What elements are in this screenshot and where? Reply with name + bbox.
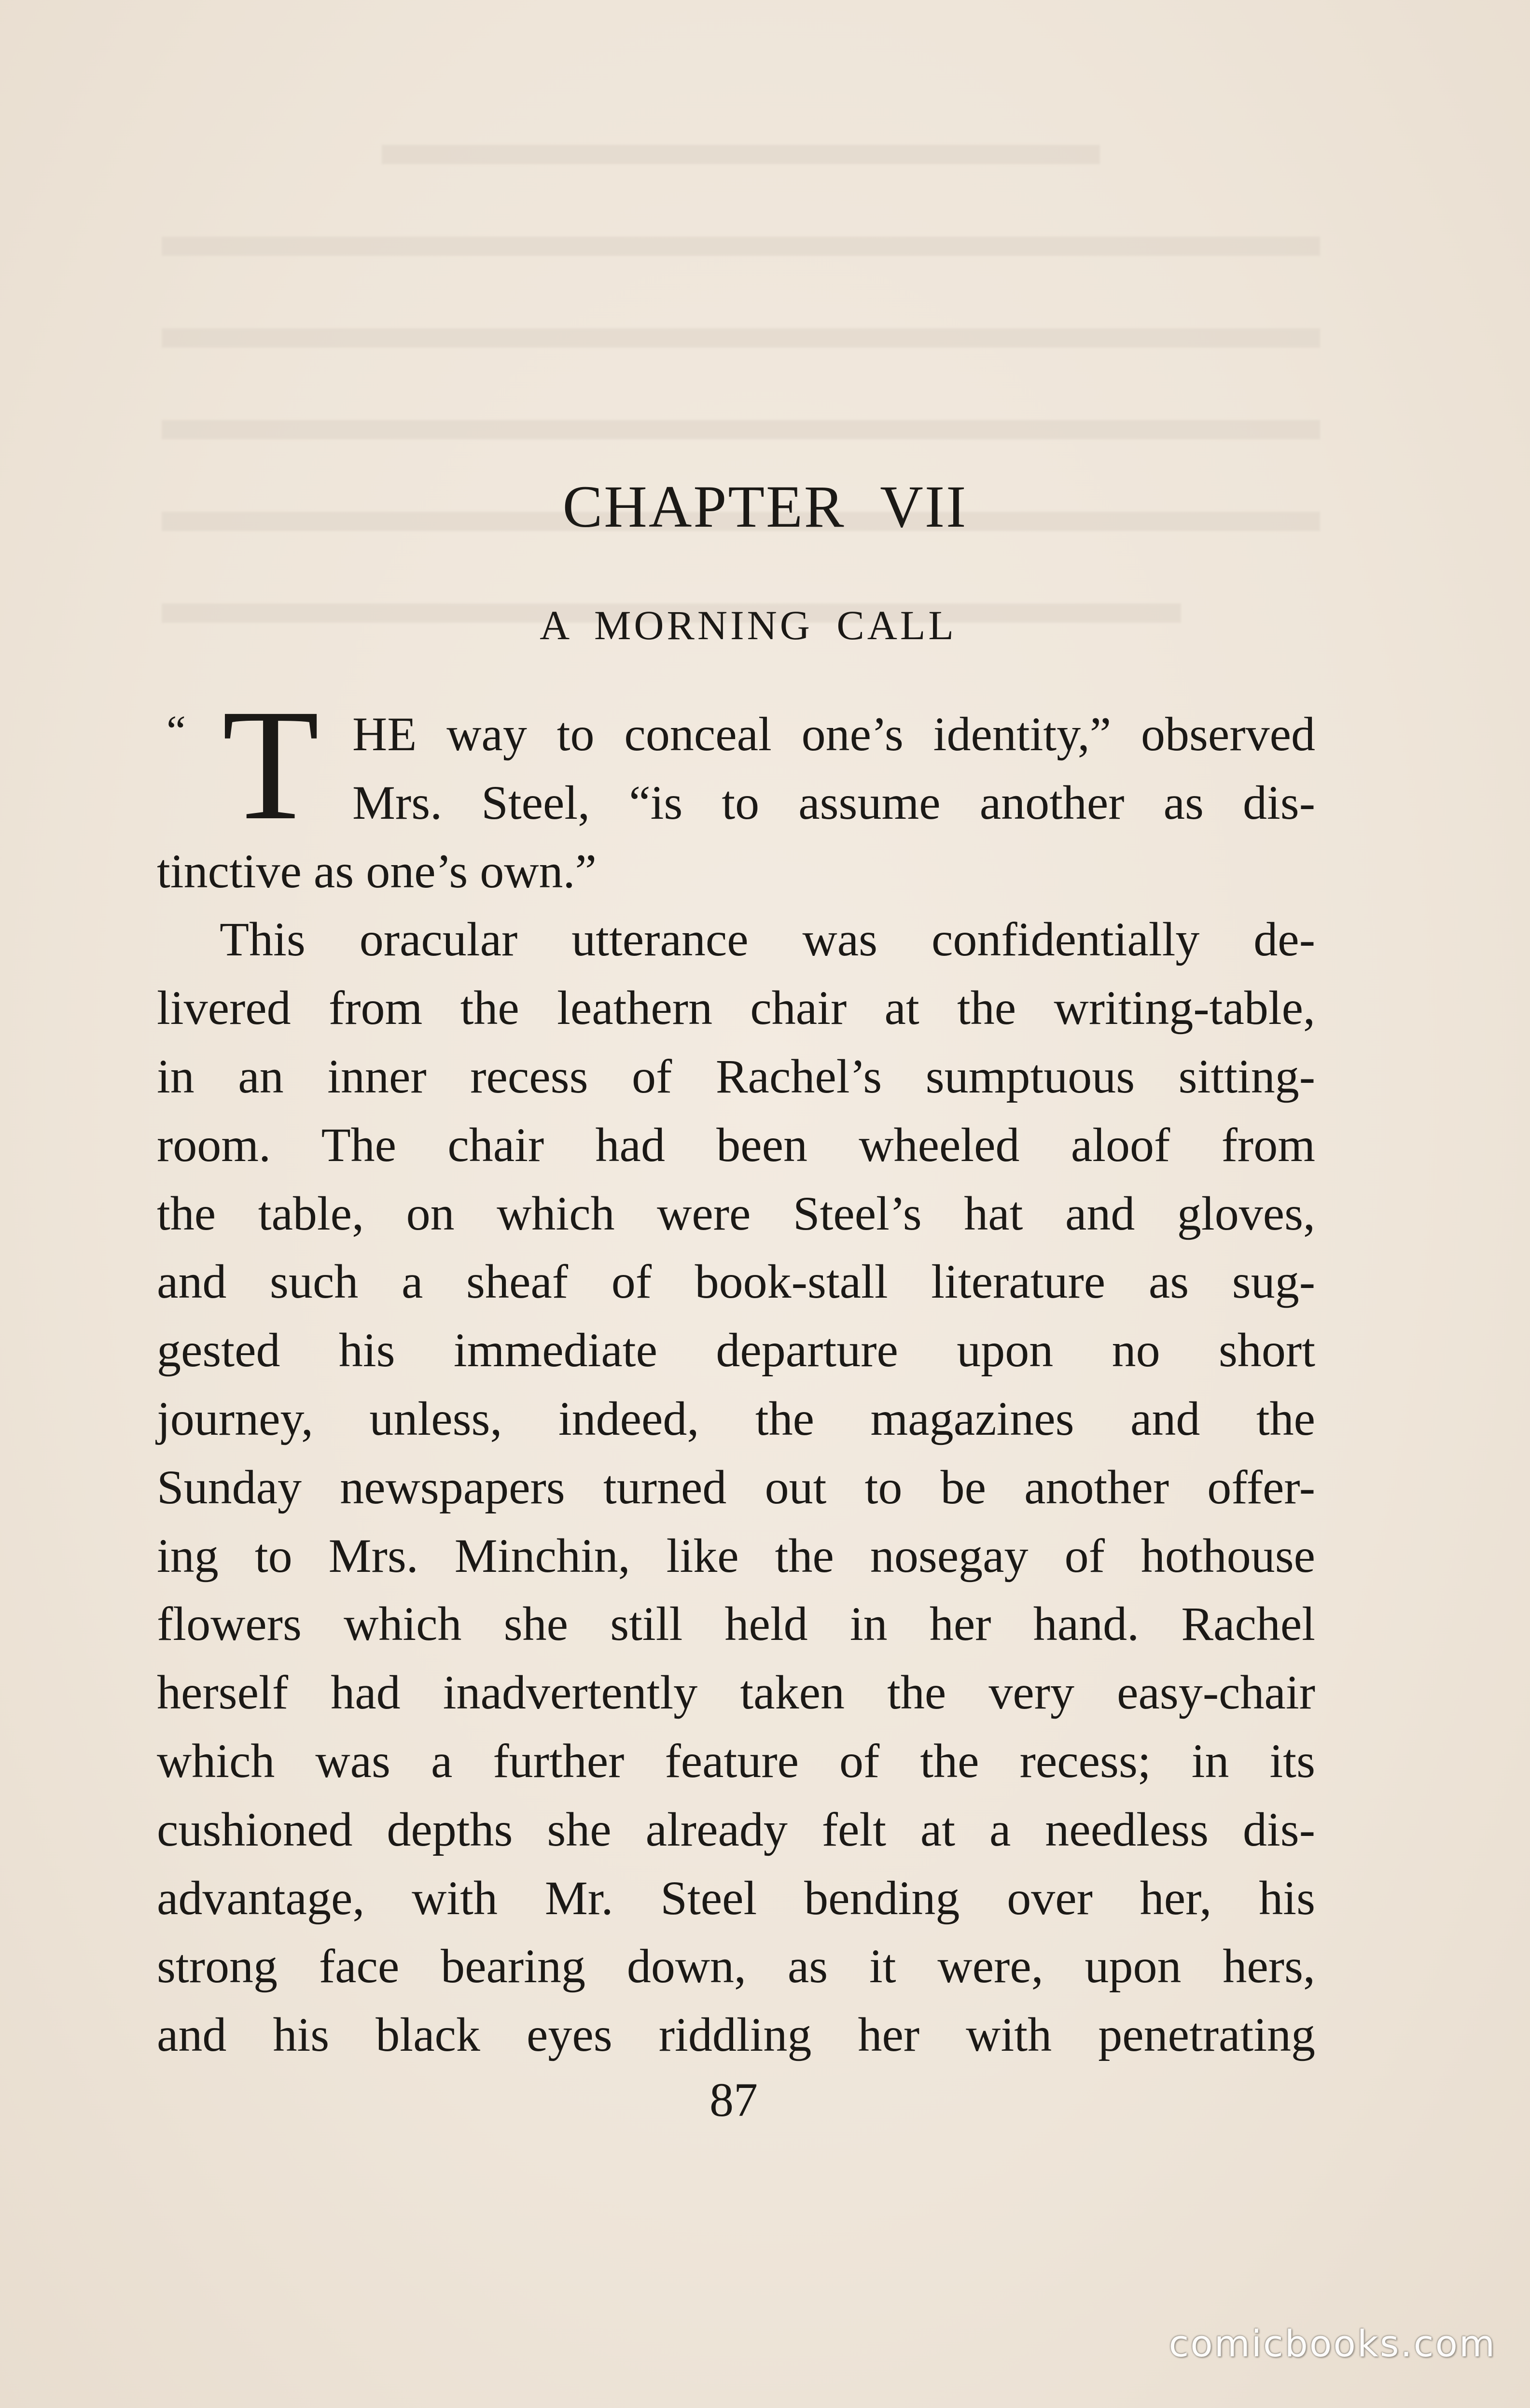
text-line: gested his immediate departure upon no short — [157, 1323, 1315, 1377]
drop-cap: T — [222, 677, 320, 853]
text-line: flowers which she still held in her hand. Rachel — [157, 1597, 1315, 1651]
text-line: room. The chair had been wheeled aloof from — [157, 1118, 1315, 1172]
show-through-text — [162, 121, 1320, 671]
text-line: ing to Mrs. Minchin, like the nosegay of hothouse — [157, 1528, 1315, 1582]
drop-cap-block — [157, 677, 350, 853]
text-line: cushioned depths she already felt at a needless dis- — [157, 1802, 1315, 1856]
text-line: HE way to conceal one’s identity,” observed — [352, 707, 1315, 761]
text-line: which was a further feature of the recess; in its — [157, 1734, 1315, 1788]
text-line: livered from the leathern chair at the writing-table, — [157, 981, 1315, 1035]
text-line: the table, on which were Steel’s hat and gloves, — [157, 1186, 1315, 1240]
text-line: advantage, with Mr. Steel bending over her, his — [157, 1871, 1315, 1925]
page-number: 87 — [709, 2073, 758, 2127]
text-line: tinctive as one’s own.” — [157, 844, 597, 898]
opening-quote-mark: “ — [167, 707, 186, 755]
watermark: comicbooks.com — [1168, 2322, 1496, 2365]
text-line: herself had inadvertently taken the very easy-chair — [157, 1666, 1315, 1720]
text-line: in an inner recess of Rachel’s sumptuous sitting- — [157, 1049, 1315, 1103]
text-line: and his black eyes riddling her with penetrating — [157, 2008, 1315, 2062]
text-line: and such a sheaf of book-stall literature as sug- — [157, 1255, 1315, 1309]
text-line: Mrs. Steel, “is to assume another as dis- — [352, 775, 1315, 829]
text-line: This oracular utterance was confidentially de- — [220, 912, 1315, 966]
text-line: journey, unless, indeed, the magazines and the — [157, 1391, 1315, 1445]
chapter-body — [157, 677, 1315, 2069]
chapter-title: CHAPTER VII — [562, 474, 968, 540]
text-line: strong face bearing down, as it were, upon hers, — [157, 1939, 1315, 1993]
chapter-subtitle: A MORNING CALL — [540, 602, 957, 648]
text-line: Sunday newspapers turned out to be another offer- — [157, 1460, 1315, 1514]
